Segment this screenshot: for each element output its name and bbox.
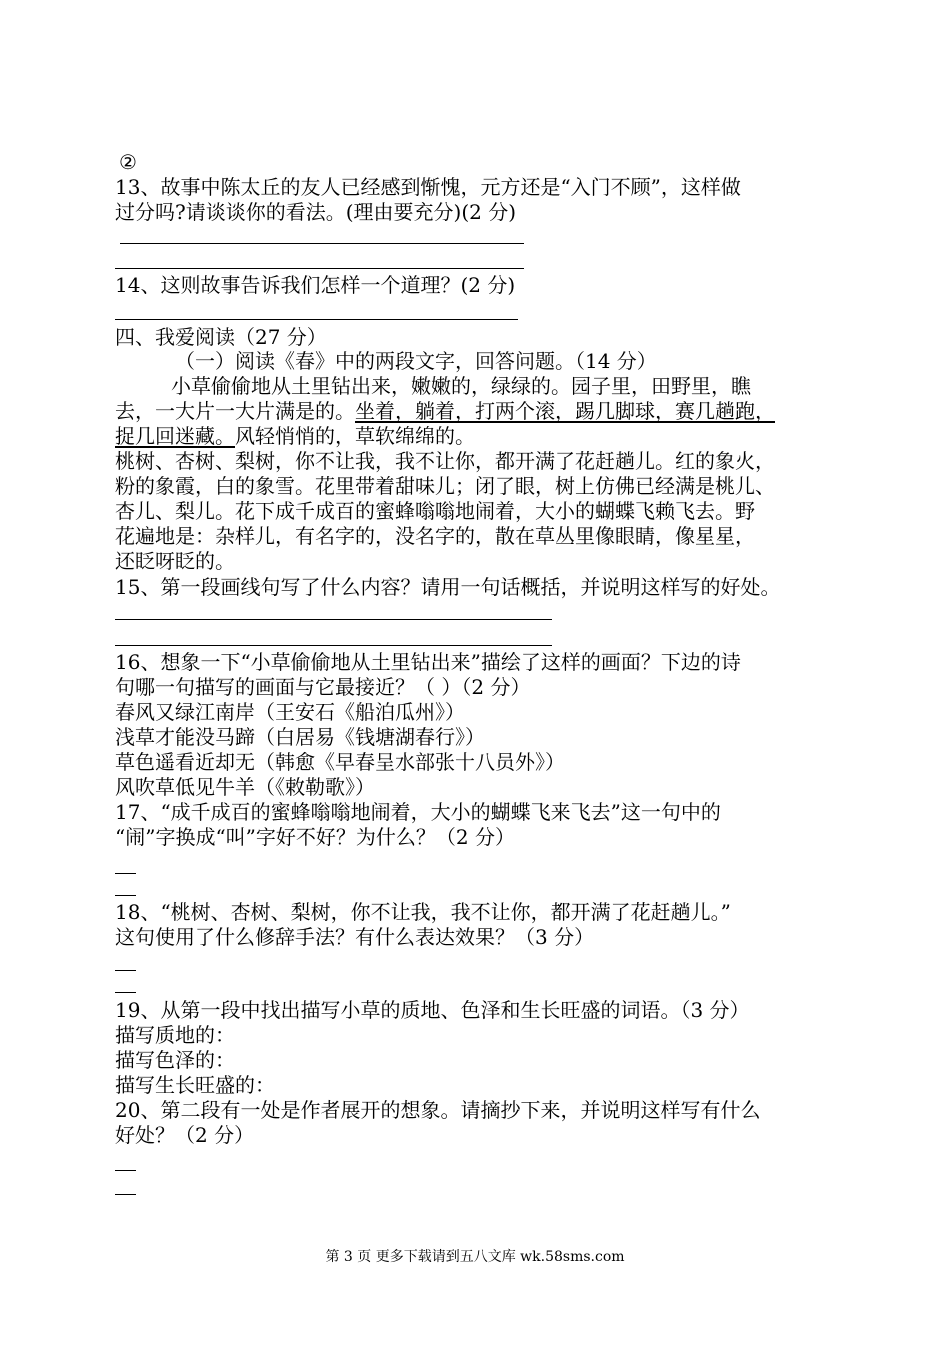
passage-line: 还眨呀眨的。 [115, 549, 235, 573]
answer-line [115, 645, 552, 646]
underlined-sentence: 捉几回迷藏。 [115, 424, 235, 448]
option-line: 风吹草低见牛羊（《敕勒歌》） [115, 775, 375, 799]
underlined-sentence: 坐着，躺着，打两个滚，踢几脚球，赛几趟跑， [355, 399, 775, 423]
section-heading: 四、我爱阅读（27 分） [115, 325, 327, 349]
question-17-line-2: “闹”字换成“叫”字好不好？为什么？（2 分） [115, 825, 515, 849]
option-line: 草色遥看近却无（韩愈《早春呈水部张十八员外》） [115, 750, 565, 774]
question-17-line-1: 17、“成千成百的蜜蜂嗡嗡地闹着，大小的蝴蝶飞来飞去”这一句中的 [115, 800, 721, 824]
option-line: 春风又绿江南岸（王安石《船泊瓜州》） [115, 700, 465, 724]
passage-line: 小草偷偷地从土里钻出来，嫩嫩的，绿绿的。园子里，田野里，瞧 [171, 374, 751, 398]
question-16-line-2: 句哪一句描写的画面与它最接近？（ ）（2 分） [115, 675, 531, 699]
question-16-line-1: 16、想象一下“小草偷偷地从土里钻出来”描绘了这样的画面？下边的诗 [115, 650, 741, 674]
question-13-line-1: 13、故事中陈太丘的友人已经感到惭愧，元方还是“入门不顾”，这样做 [115, 175, 741, 199]
question-18-line-1: 18、“桃树、杏树、梨树，你不让我，我不让你，都开满了花赶趟儿。” [115, 900, 731, 924]
passage-line [115, 399, 775, 423]
answer-line [115, 992, 136, 993]
question-13-line-2: 过分吗?请谈谈你的看法。(理由要充分)(2 分) [115, 200, 517, 224]
answer-line [115, 895, 136, 896]
question-20-line-2: 好处？（2 分） [115, 1123, 255, 1147]
answer-line [115, 873, 136, 874]
question-15: 15、第一段画线句写了什么内容？请用一句话概括，并说明这样写的好处。 [115, 575, 781, 599]
passage-line [115, 424, 475, 448]
option-line: 浅草才能没马蹄（白居易《钱塘湖春行》） [115, 725, 485, 749]
passage-text: 风轻悄悄的，草软绵绵的。 [235, 424, 475, 448]
question-18-line-2: 这句使用了什么修辞手法？有什么表达效果？（3 分） [115, 925, 595, 949]
passage-line: 粉的象霞，白的象雪。花里带着甜味儿；闭了眼，树上仿佛已经满是桃儿、 [115, 474, 775, 498]
answer-prompt: 描写生长旺盛的： [115, 1073, 275, 1097]
answer-prompt: 描写质地的： [115, 1023, 235, 1047]
passage-text: 去，一大片一大片满是的。 [115, 399, 355, 423]
reading-subheading: （一）阅读《春》中的两段文字，回答问题。（14 分） [175, 349, 657, 373]
answer-line [120, 243, 524, 244]
passage-line: 杏儿、梨儿。花下成千成百的蜜蜂嗡嗡地闹着，大小的蝴蝶飞赖飞去。野 [115, 499, 755, 523]
answer-line [115, 1170, 136, 1171]
page-footer: 第 3 页 更多下载请到五八文库 wk.58sms.com [325, 1249, 625, 1265]
answer-line [115, 319, 518, 320]
answer-line [115, 970, 136, 971]
question-19: 19、从第一段中找出描写小草的质地、色泽和生长旺盛的词语。（3 分） [115, 998, 750, 1022]
circled-number-2: ② [119, 150, 137, 174]
passage-line: 花遍地是：杂样儿，有名字的，没名字的，散在草丛里像眼睛，像星星， [115, 524, 755, 548]
question-20-line-1: 20、第二段有一处是作者展开的想象。请摘抄下来，并说明这样写有什么 [115, 1098, 761, 1122]
answer-line [115, 1194, 136, 1195]
answer-line [115, 268, 524, 269]
question-14: 14、这则故事告诉我们怎样一个道理？(2 分) [115, 273, 516, 297]
answer-prompt: 描写色泽的： [115, 1048, 235, 1072]
passage-line: 桃树、杏树、梨树，你不让我，我不让你，都开满了花赶趟儿。红的象火， [115, 449, 775, 473]
answer-line [115, 619, 552, 620]
